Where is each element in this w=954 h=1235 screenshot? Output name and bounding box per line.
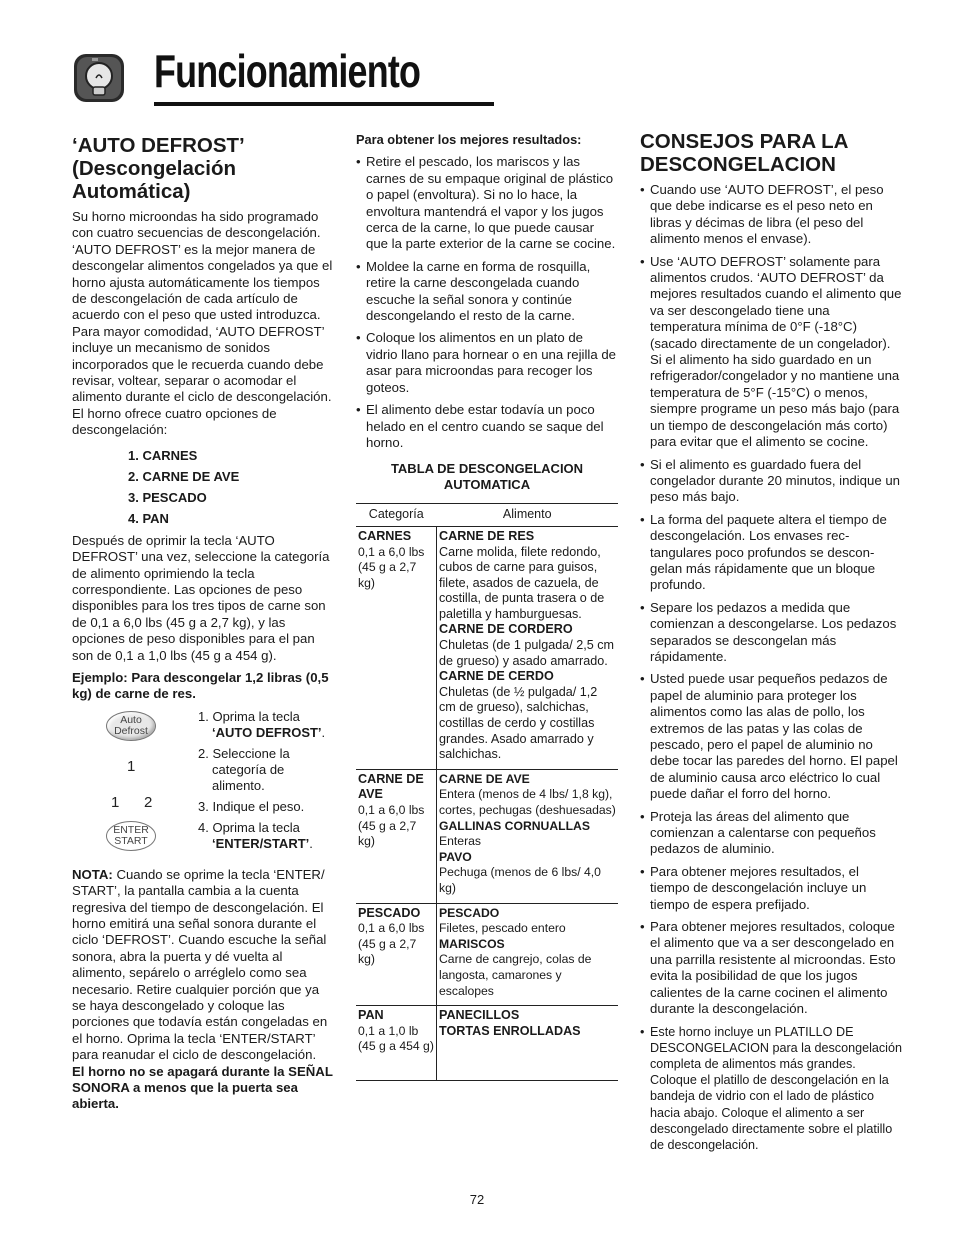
column-header-category: Categoría: [356, 504, 437, 527]
tips-heading: Para obtener los mejores resultados:: [356, 132, 582, 147]
auto-defrost-column: [72, 134, 334, 1119]
step-2: 2. Seleccione la categoría de alimento.: [198, 745, 290, 793]
list-item: 1. CARNES: [128, 447, 198, 463]
defrost-table: [356, 503, 618, 1081]
example-heading: Ejemplo: Para descongelar 1,2 libras (0,5 kg) de carne de res.: [72, 669, 329, 702]
list-item: • Para obtener mejores resultados, el tiempo de descongelación incluye un tiempo de espera prefijado.: [640, 864, 902, 913]
list-item: • La forma del paquete altera el tiempo de descongelación. Los envases rec- tangulares poco profundos se descon- gelan más rápidamente que un bloque profundo.: [640, 512, 902, 594]
list-item: 2. CARNE DE AVE: [128, 468, 240, 484]
table-title: TABLA DE DESCONGELACION AUTOMATICA: [390, 461, 584, 493]
auto-defrost-key: [106, 711, 156, 741]
table-bottom-rule: [356, 1081, 618, 1082]
step-4: 4. Oprima la tecla ‘ENTER/START’.: [198, 819, 313, 851]
number-key-1: 1: [127, 757, 136, 775]
defrost-tips-heading: CONSEJOS PARA LA DESCONGELACION: [640, 130, 848, 176]
title-underline: [154, 102, 494, 106]
note-paragraph: NOTA: Cuando se oprime la tecla ‘ENTER/ START’, la pantalla cambia a la cuenta regresiva del tiempo de descongelación. El horno emitirá una señal sonora durante el ciclo ‘DEFROST’. Cuando escuche la señal sonora, abra la puerta y dé vuelta al alimento, sepárelo o arréglelo como sea necesario. Retire cualquier porción que ya se haya descongelado y coloque las porciones que todavía están congeladas en el horno. Oprima la tecla ‘ENTER/START’ para reanudar el ciclo de descongelación. El horno no se apagará durante la SEÑAL SONORA a menos que la puerta sea abierta.: [72, 866, 333, 1112]
list-item: • Usted puede usar pequeños pedazos de papel de aluminio para proteger los alimentos como las alas de pollo, los extremos de las patas y las colas de pescado, pero el papel de aluminio no debe tocar las paredes del horno. El papel de aluminio causa arco eléctrico lo cual puede dañar el forro del horno.: [640, 671, 902, 802]
page-title: Funcionamiento: [154, 45, 421, 97]
list-item: 3. PESCADO: [128, 489, 207, 505]
key-label: Auto: [120, 713, 142, 726]
enter-start-key: [106, 821, 156, 851]
best-results-list: [356, 154, 618, 451]
best-results-column: [356, 132, 618, 1081]
page-header: [72, 40, 432, 110]
table-row: PAN 0,1 a 1,0 lb (45 g a 454 g) PANECILLOS TORTAS ENROLLADAS: [356, 1006, 618, 1081]
list-item: • Cuando use ‘AUTO DEFROST’, el peso que debe indicarse es el peso neto en libras y décimas de libra (el peso del alimento menos el envase).: [640, 182, 902, 248]
list-item: • Moldee la carne en forma de rosquilla, retire la carne descongelada cuando escuche la señal sonora y continúe descongelando el resto de la carne.: [356, 259, 618, 325]
list-item: • Para obtener mejores resultados, coloque el alimento que va a ser descongelado en una parrilla resistente al microondas. Esto evita la posibilidad de que los jugos calientes de la carne cocinen el alimento durante la descongelación.: [640, 919, 902, 1017]
table-row: CARNES 0,1 a 6,0 lbs (45 g a 2,7 kg) CARNE DE RES Carne molida, filete redondo, cubos de carne para guisos, filete, asados de cazuela, de costilla, de punta trasera o de paletilla y hamburguesas. CARNE DE CORDERO Chuletas (de 1 pulgada/ 2,5 cm de grueso) y asado amarrado. CARNE DE CERDO Chuletas (de ½ pulgada/ 1,2 cm de grueso), salchichas, costillas de cerdo y costillas grandes. Asado amarrado y salchichas.: [356, 526, 618, 769]
number-key-1: 1: [111, 793, 120, 811]
example-steps: [72, 709, 334, 857]
key-label: ENTER: [113, 823, 149, 836]
key-label: START: [114, 834, 148, 847]
list-item: • Coloque los alimentos en un plato de vidrio llano para hornear o en una rejilla de asar para microondas para recoger los goteos.: [356, 330, 618, 396]
auto-defrost-heading: ‘AUTO DEFROST’ (Descongelación Automática): [72, 134, 244, 203]
list-item: • Proteja las áreas del alimento que comienzan a calentarse con pequeños pedazos de aluminio.: [640, 809, 902, 858]
list-item: • El alimento debe estar todavía un poco helado en el centro cuando se saque del horno.: [356, 402, 618, 451]
list-item: • Retire el pescado, los mariscos y las carnes de su empaque original de plástico o papel (envoltura). Si no lo hace, la envoltura mantendrá el vapor y los jugos cerca de la carne, lo que puede causar que la parte exterior de la carne se cocine.: [356, 154, 618, 252]
list-item: • Este horno incluye un PLATILLO DE DESCONGELACION para la descongelación completa de alimentos más grandes. Coloque el platillo de descongelación en la bandeja de vidrio con el lado de plástico hacia abajo. Coloque el alimento a ser descongelado directamente sobre el platillo de descongelación.: [640, 1024, 902, 1154]
note-warning: El horno no se apagará durante la SEÑAL SONORA a menos que la puerta sea abierta.: [72, 1063, 333, 1112]
table-row: CARNE DE AVE 0,1 a 6,0 lbs (45 g a 2,7 kg) CARNE DE AVE Entera (menos de 4 lbs/ 1,8 kg), cortes, pechugas (deshuesadas) GALLINAS CORNUALLAS Enteras PAVO Pechuga (menos de 6 lbs/ 4,0 kg): [356, 769, 618, 903]
lightbulb-icon: [72, 50, 128, 106]
defrost-tips-column: [640, 130, 902, 1159]
defrost-tips-list: [640, 182, 902, 1153]
list-item: • Separe los pedazos a medida que comienzan a descongelarse. Los pedazos separados se descongelan más rápidamente.: [640, 600, 902, 666]
defrost-category-list: [72, 445, 334, 529]
list-item: • Si el alimento es guardado fuera del congelador durante 20 minutos, indique un peso más bajo.: [640, 457, 902, 506]
step-list: [198, 709, 338, 857]
column-header-food: Alimento: [437, 504, 619, 527]
key-label: Defrost: [114, 724, 148, 737]
number-key-2: 2: [144, 793, 153, 811]
page-number: 72: [469, 1192, 485, 1207]
weight-options-text: Después de oprimir la tecla ‘AUTO DEFROST’ una vez, seleccione la categoría de alimento oprimiendo la tecla correspondiente. Las opciones de peso disponibles para los tres tipos de carne son de 0,1 a 6,0 lbs (45 g a 2,7 kg), y las opciones de peso disponibles para el pan son de 0,1 a 1,0 lbs (45 g a 454 g).: [72, 532, 330, 663]
step-3: 3. Indique el peso.: [198, 798, 305, 814]
auto-defrost-intro: Su horno microondas ha sido programado con cuatro secuencias de descongelación. ‘AUTO DEFROST’ es la mejor manera de descongelar alimentos congelados ya que el horno ajusta automáticamente los tiempos de descongelación de cada artículo de acuerdo con el peso que usted introduzca. Para mayor comodidad, ‘AUTO DEFROST’ incluye un mecanismo de sonidos incorporados que le recuerda cuando debe revisar, voltear, separar o acomodar el alimento durante el ciclo de descongelación. El horno ofrece cuatro opciones de descongelación:: [72, 209, 333, 438]
list-item: • Use ‘AUTO DEFROST’ solamente para alimentos crudos. ‘AUTO DEFROST’ da mejores resultados cuando el alimento que va ser descongelado tiene una temperatura mínima de 0°F (-18°C) (sacado directamente de un congelador). Si el alimento ha sido guardado en un refrigerador/congelador y no mantiene una temperatura de 5°F (-15°C) o menos, siempre programe un peso más bajo (para un tiempo de descongelación más corto) para evitar que el alimento se cocine.: [640, 254, 902, 451]
step-1: 1. Oprima la tecla ‘AUTO DEFROST’.: [198, 708, 326, 740]
table-row: PESCADO 0,1 a 6,0 lbs (45 g a 2,7 kg) PESCADO Filetes, pescado entero MARISCOS Carne de cangrejo, colas de langosta, camarones y escalopes: [356, 903, 618, 1006]
list-item: 4. PAN: [128, 510, 169, 526]
table-header-row: [356, 504, 618, 527]
